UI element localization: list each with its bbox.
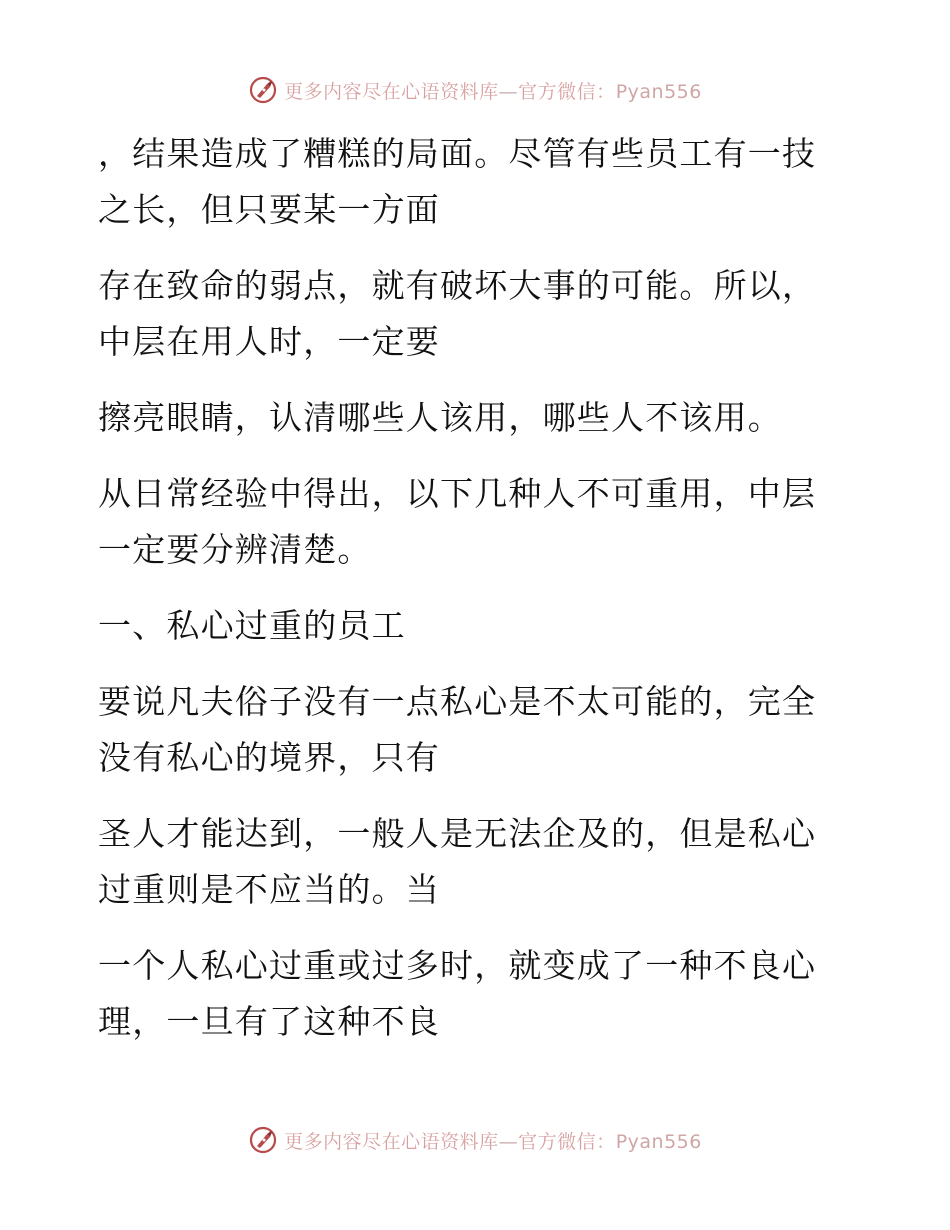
watermark-separator: —	[498, 1130, 519, 1153]
watermark-wechat-label: 官方微信：	[518, 80, 616, 103]
text-line: 没有私心的境界，只有	[98, 738, 440, 777]
text-line: 一、私心过重的员工	[98, 606, 406, 645]
text-line: 过重则是不应当的。当	[98, 870, 440, 909]
text-line: 中层在用人时，一定要	[98, 322, 440, 361]
footer-watermark	[0, 1120, 950, 1160]
pen-nib-circle-icon	[248, 75, 278, 105]
section-heading	[98, 598, 838, 654]
paragraph	[98, 390, 838, 446]
watermark-wechat-label: 官方微信：	[518, 1130, 616, 1153]
text-line: 一个人私心过重或过多时，就变成了一种不良心	[98, 946, 817, 985]
watermark-text	[284, 1127, 702, 1154]
header-watermark	[0, 70, 950, 110]
paragraph	[98, 126, 838, 238]
watermark-wechat-id: Pyan556	[615, 80, 702, 103]
watermark-wechat-id: Pyan556	[615, 1130, 702, 1153]
watermark-site: 更多内容尽在心语资料库	[284, 80, 499, 103]
text-line: 从日常经验中得出，以下几种人不可重用，中层	[98, 474, 817, 513]
watermark-site: 更多内容尽在心语资料库	[284, 1130, 499, 1153]
text-line: 理，一旦有了这种不良	[98, 1002, 440, 1041]
text-line: 一定要分辨清楚。	[98, 530, 372, 569]
text-line: 圣人才能达到，一般人是无法企及的，但是私心	[98, 814, 817, 853]
watermark-separator: —	[498, 80, 519, 103]
pen-nib-circle-icon	[248, 1125, 278, 1155]
paragraph	[98, 938, 838, 1050]
paragraph	[98, 806, 838, 918]
text-line: 擦亮眼睛，认清哪些人该用，哪些人不该用。	[98, 398, 782, 437]
paragraph	[98, 258, 838, 370]
document-body	[98, 126, 838, 1070]
text-line: 存在致命的弱点，就有破坏大事的可能。所以，	[98, 266, 817, 305]
text-line: ，结果造成了糟糕的局面。尽管有些员工有一技	[98, 134, 817, 173]
text-line: 要说凡夫俗子没有一点私心是不太可能的，完全	[98, 682, 817, 721]
watermark-text	[284, 77, 702, 104]
text-line: 之长，但只要某一方面	[98, 190, 440, 229]
paragraph	[98, 466, 838, 578]
paragraph	[98, 674, 838, 786]
